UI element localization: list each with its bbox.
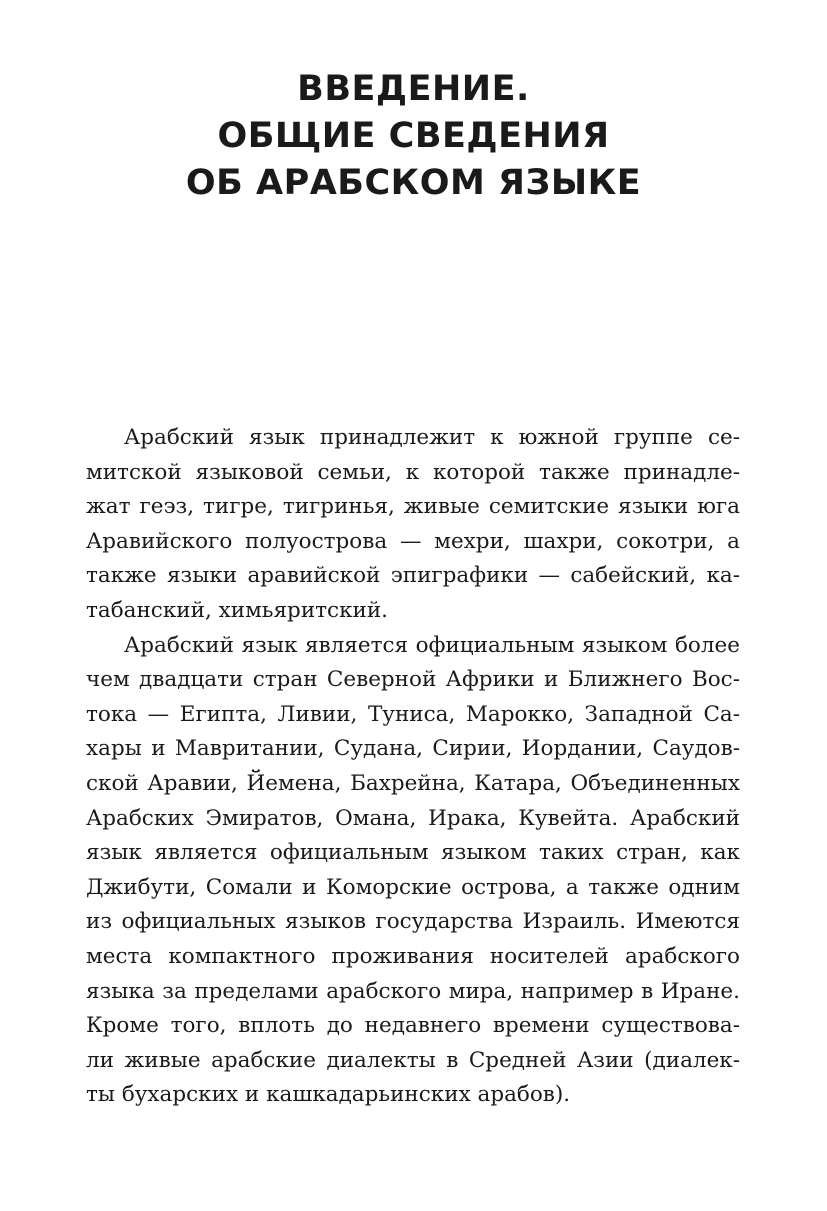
text-line: ли живые арабские диалекты в Средней Азии (диалек- [86,1047,740,1073]
text-line: хары и Мавритании, Судана, Сирии, Иордании, Саудов- [86,736,740,762]
text-line: жат геэз, тигре, тигринья, живые семитские языки юга [86,494,740,520]
paragraph-2 [86,629,740,1113]
text-line: тока — Египта, Ливии, Туниса, Марокко, Западной Са- [86,701,740,727]
text-line: Арабских Эмиратов, Омана, Ирака, Кувейта. Арабский [86,805,740,831]
text-line: языка за пределами арабского мира, например в Иране. [86,978,740,1004]
text-line: Кроме того, вплоть до недавнего времени существова- [86,1013,740,1039]
chapter-title-line: ВВЕДЕНИЕ. [297,69,530,109]
text-line: Джибути, Сомали и Коморские острова, а также одним [86,874,740,900]
text-line: язык является официальным языком таких стран, как [86,840,740,866]
text-line: ской Аравии, Йемена, Бахрейна, Катара, Объединенных [86,770,740,796]
text-line: митской языковой семьи, к которой также принадле- [86,459,740,485]
text-line: ты бухарских и кашкадарьинских арабов). [86,1082,571,1108]
text-line: чем двадцати стран Северной Африки и Ближнего Вос- [86,667,740,693]
text-line: также языки аравийской эпиграфики — сабейский, ка- [86,563,740,589]
paragraph-1 [86,421,740,629]
text-line: из официальных языков государства Израиль. Имеются [86,909,740,935]
text-line: табанский, химьяритский. [86,597,389,623]
chapter-title-line: ОБ АРАБСКОМ ЯЗЫКЕ [185,163,642,203]
text-line: Аравийского полуострова — мехри, шахри, сокотри, а [86,528,740,554]
text-line: Арабский язык является официальным языком более [124,632,740,658]
chapter-title [0,66,827,207]
text-line: места компактного проживания носителей арабского [86,943,740,969]
chapter-body [86,421,740,1113]
chapter-title-line: ОБЩИЕ СВЕДЕНИЯ [217,116,610,156]
text-line: Арабский язык принадлежит к южной группе се- [124,425,740,450]
